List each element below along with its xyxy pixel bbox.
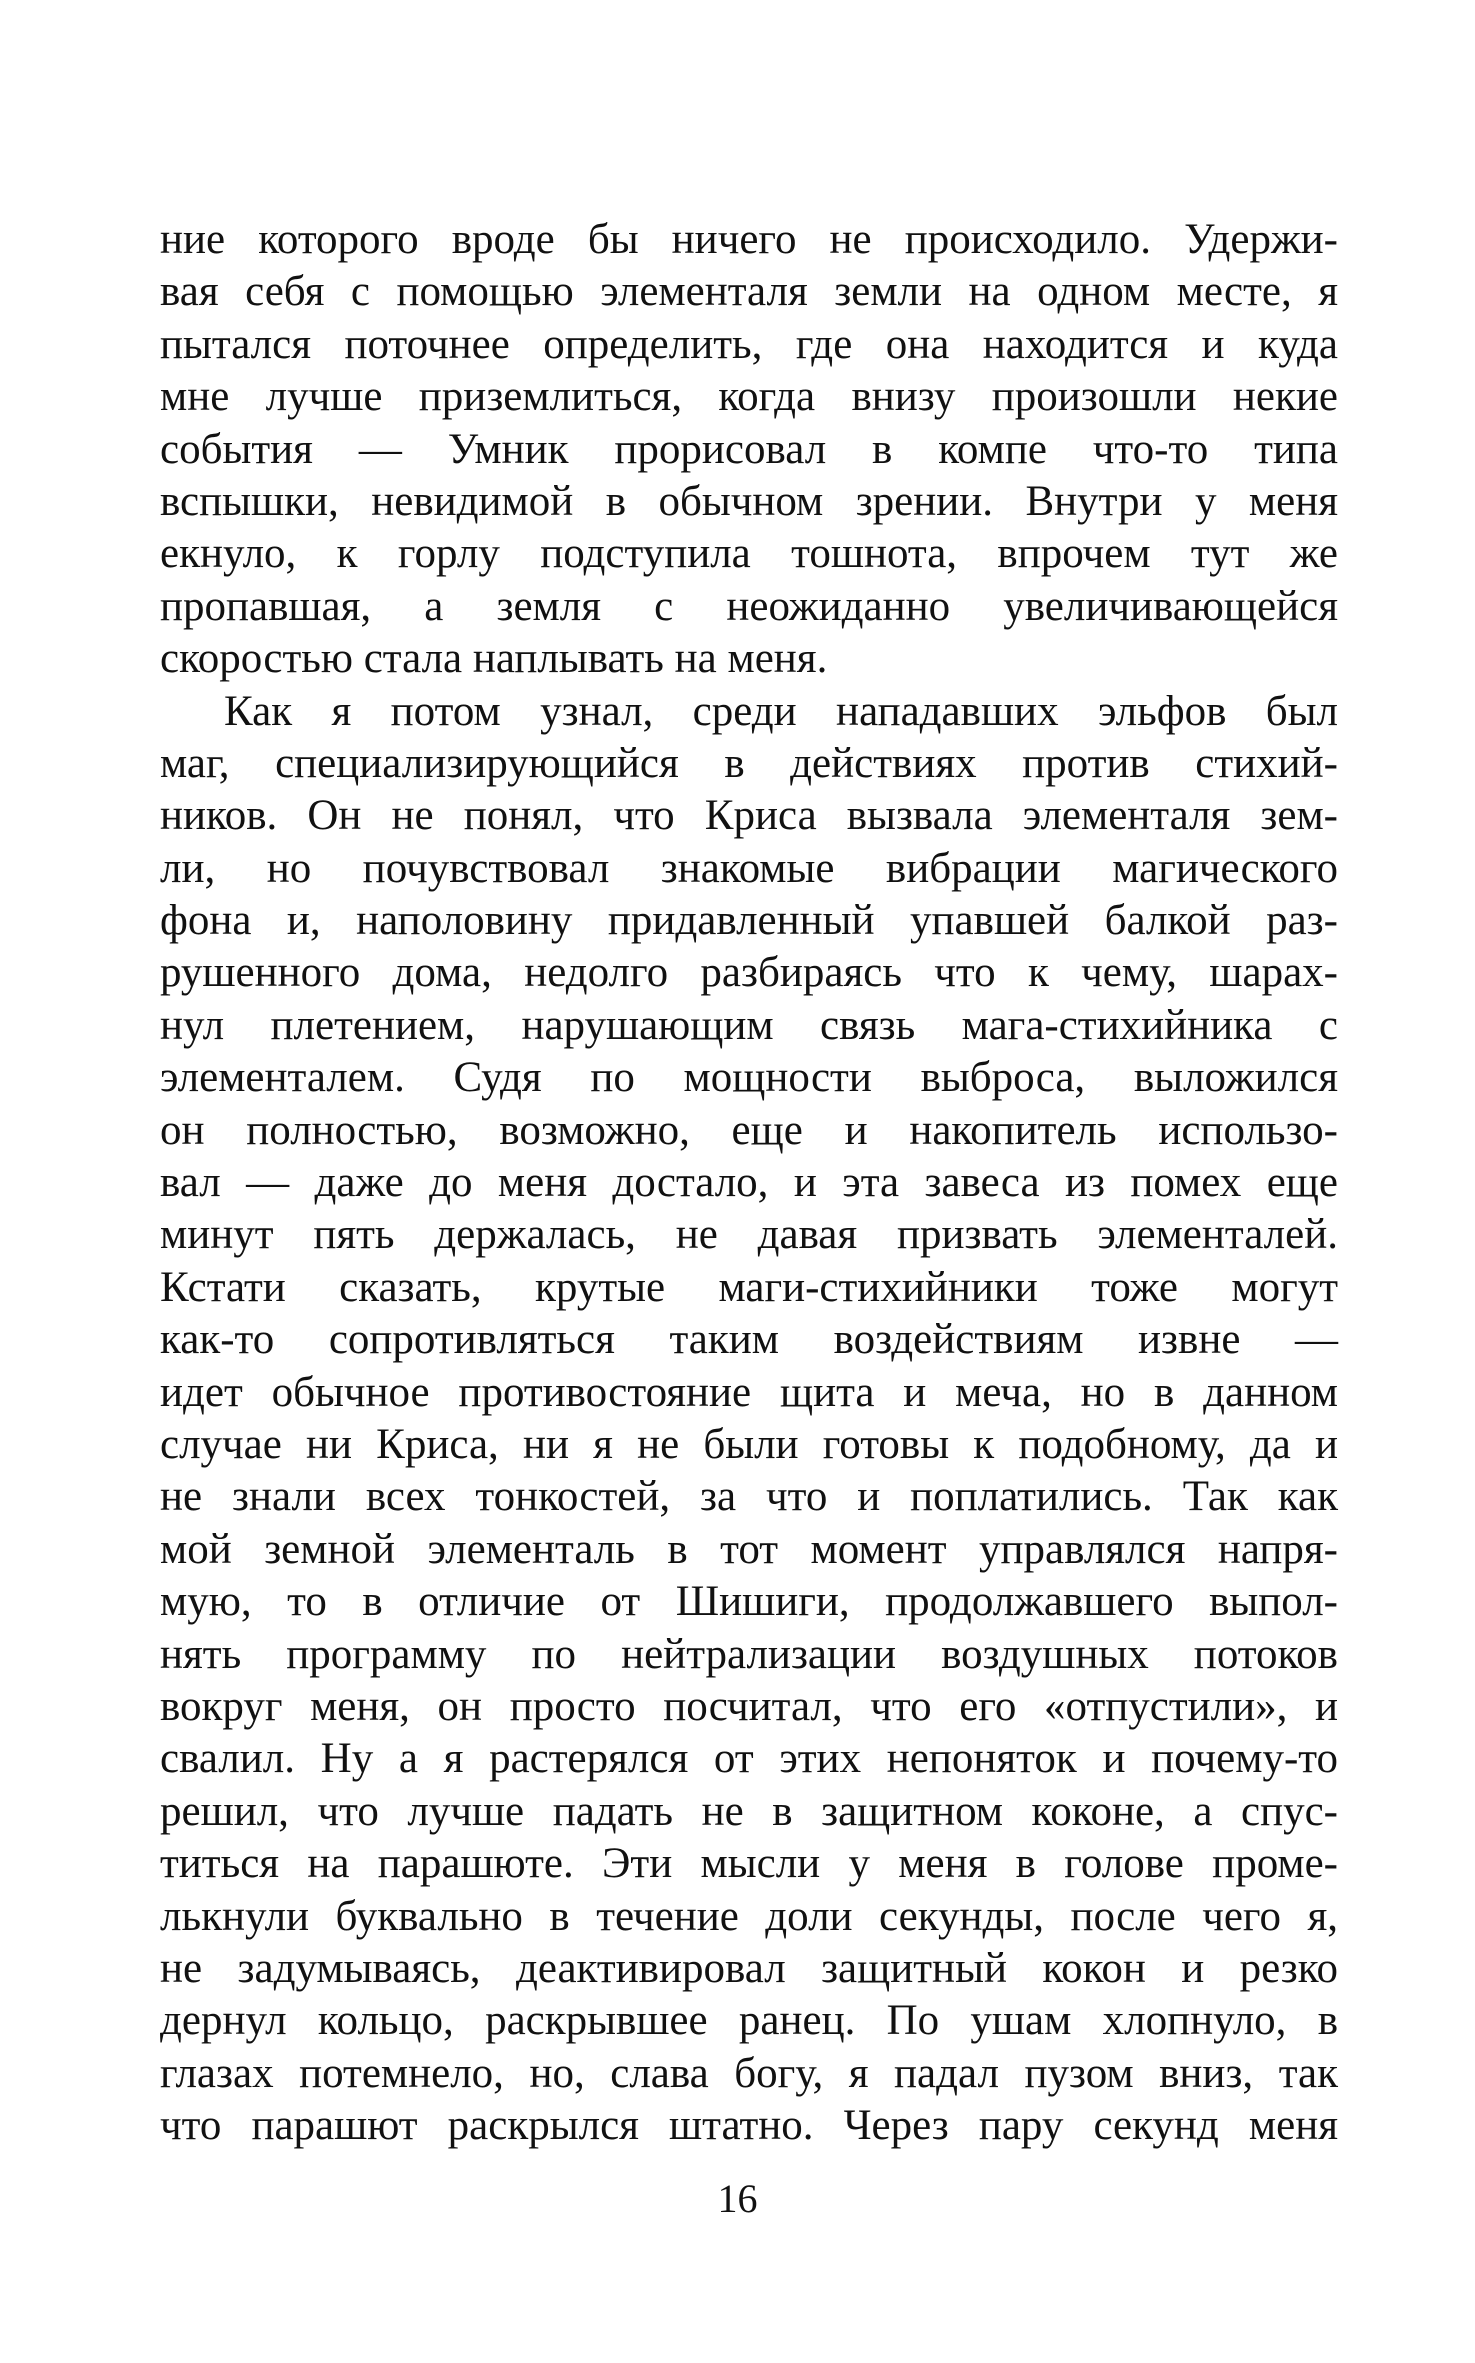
text-line: не знали всех тонкостей, за что и поплатились. Так как [160,1473,1338,1521]
paragraph [160,214,1338,686]
text-line: идет обычное противостояние щита и меча, но в данном [160,1368,1338,1416]
text-line: элементалем. Судя по мощности выброса, выложился [160,1054,1338,1102]
text-line: рушенного дома, недолго разбираясь что к чему, шарах- [160,949,1338,997]
text-line: скоростью стала наплывать на меня. [160,635,828,683]
text-line: события — Умник прорисовал в компе что-то типа [160,425,1338,473]
text-line: решил, что лучше падать не в защитном коконе, а спус- [160,1787,1338,1835]
text-line: титься на парашюте. Эти мысли у меня в голове проме- [160,1840,1338,1888]
text-line: лькнули буквально в течение доли секунды, после чего я, [160,1892,1338,1940]
text-line: мой земной элементаль в тот момент управлялся напря- [160,1525,1338,1573]
text-line: ние которого вроде бы ничего не происходило. Удержи- [160,216,1338,263]
text-line: минут пять держалась, не давая призвать элементалей. [160,1211,1338,1259]
text-line: не задумываясь, деактивировал защитный кокон и резко [160,1944,1338,1992]
text-line: он полностью, возможно, еще и накопитель использо- [160,1106,1338,1154]
text-line: что парашют раскрылся штатно. Через пару секунд меня [160,2102,1338,2150]
text-line: мую, то в отличие от Шишиги, продолжавшего выпол- [160,1578,1338,1626]
text-line: случае ни Криса, ни я не были готовы к подобному, да и [160,1420,1338,1468]
text-line: Как я потом узнал, среди нападавших эльфов был [224,687,1338,735]
body-text [160,214,1338,2152]
text-line: пытался поточнее определить, где она находится и куда [160,320,1338,368]
text-line: фона и, наполовину придавленный упавшей балкой раз- [160,897,1338,945]
paragraph [160,686,1338,2153]
text-line: екнуло, к горлу подступила тошнота, впрочем тут же [160,530,1338,578]
text-line: свалил. Ну а я растерялся от этих непоняток и почему-то [160,1735,1338,1783]
text-line: Кстати сказать, крутые маги-стихийники тоже могут [160,1263,1338,1311]
text-line: вокруг меня, он просто посчитал, что его «отпустили», и [160,1682,1338,1730]
text-line: вал — даже до меня достало, и эта завеса из помех еще [160,1159,1338,1207]
page-number: 16 [717,2176,758,2221]
text-line: мне лучше приземлиться, когда внизу произошли некие [160,373,1338,421]
text-line: ли, но почувствовал знакомые вибрации магического [160,844,1338,892]
text-line: вая себя с помощью элементаля земли на одном месте, я [160,268,1338,316]
text-line: ников. Он не понял, что Криса вызвала элементаля зем- [160,792,1338,840]
text-line: вспышки, невидимой в обычном зрении. Внутри у меня [160,477,1338,525]
text-line: глазах потемнело, но, слава богу, я падал пузом вниз, так [160,2049,1338,2097]
text-line: дернул кольцо, раскрывшее ранец. По ушам хлопнуло, в [160,1997,1338,2045]
text-line: нять программу по нейтрализации воздушных потоков [160,1630,1338,1678]
text-line: пропавшая, а земля с неожиданно увеличивающейся [160,582,1338,630]
text-line: нул плетением, нарушающим связь мага-стихийника с [160,1001,1338,1049]
text-line: маг, специализирующийся в действиях против стихий- [160,739,1338,787]
text-line: как-то сопротивляться таким воздействиям извне — [160,1316,1338,1364]
